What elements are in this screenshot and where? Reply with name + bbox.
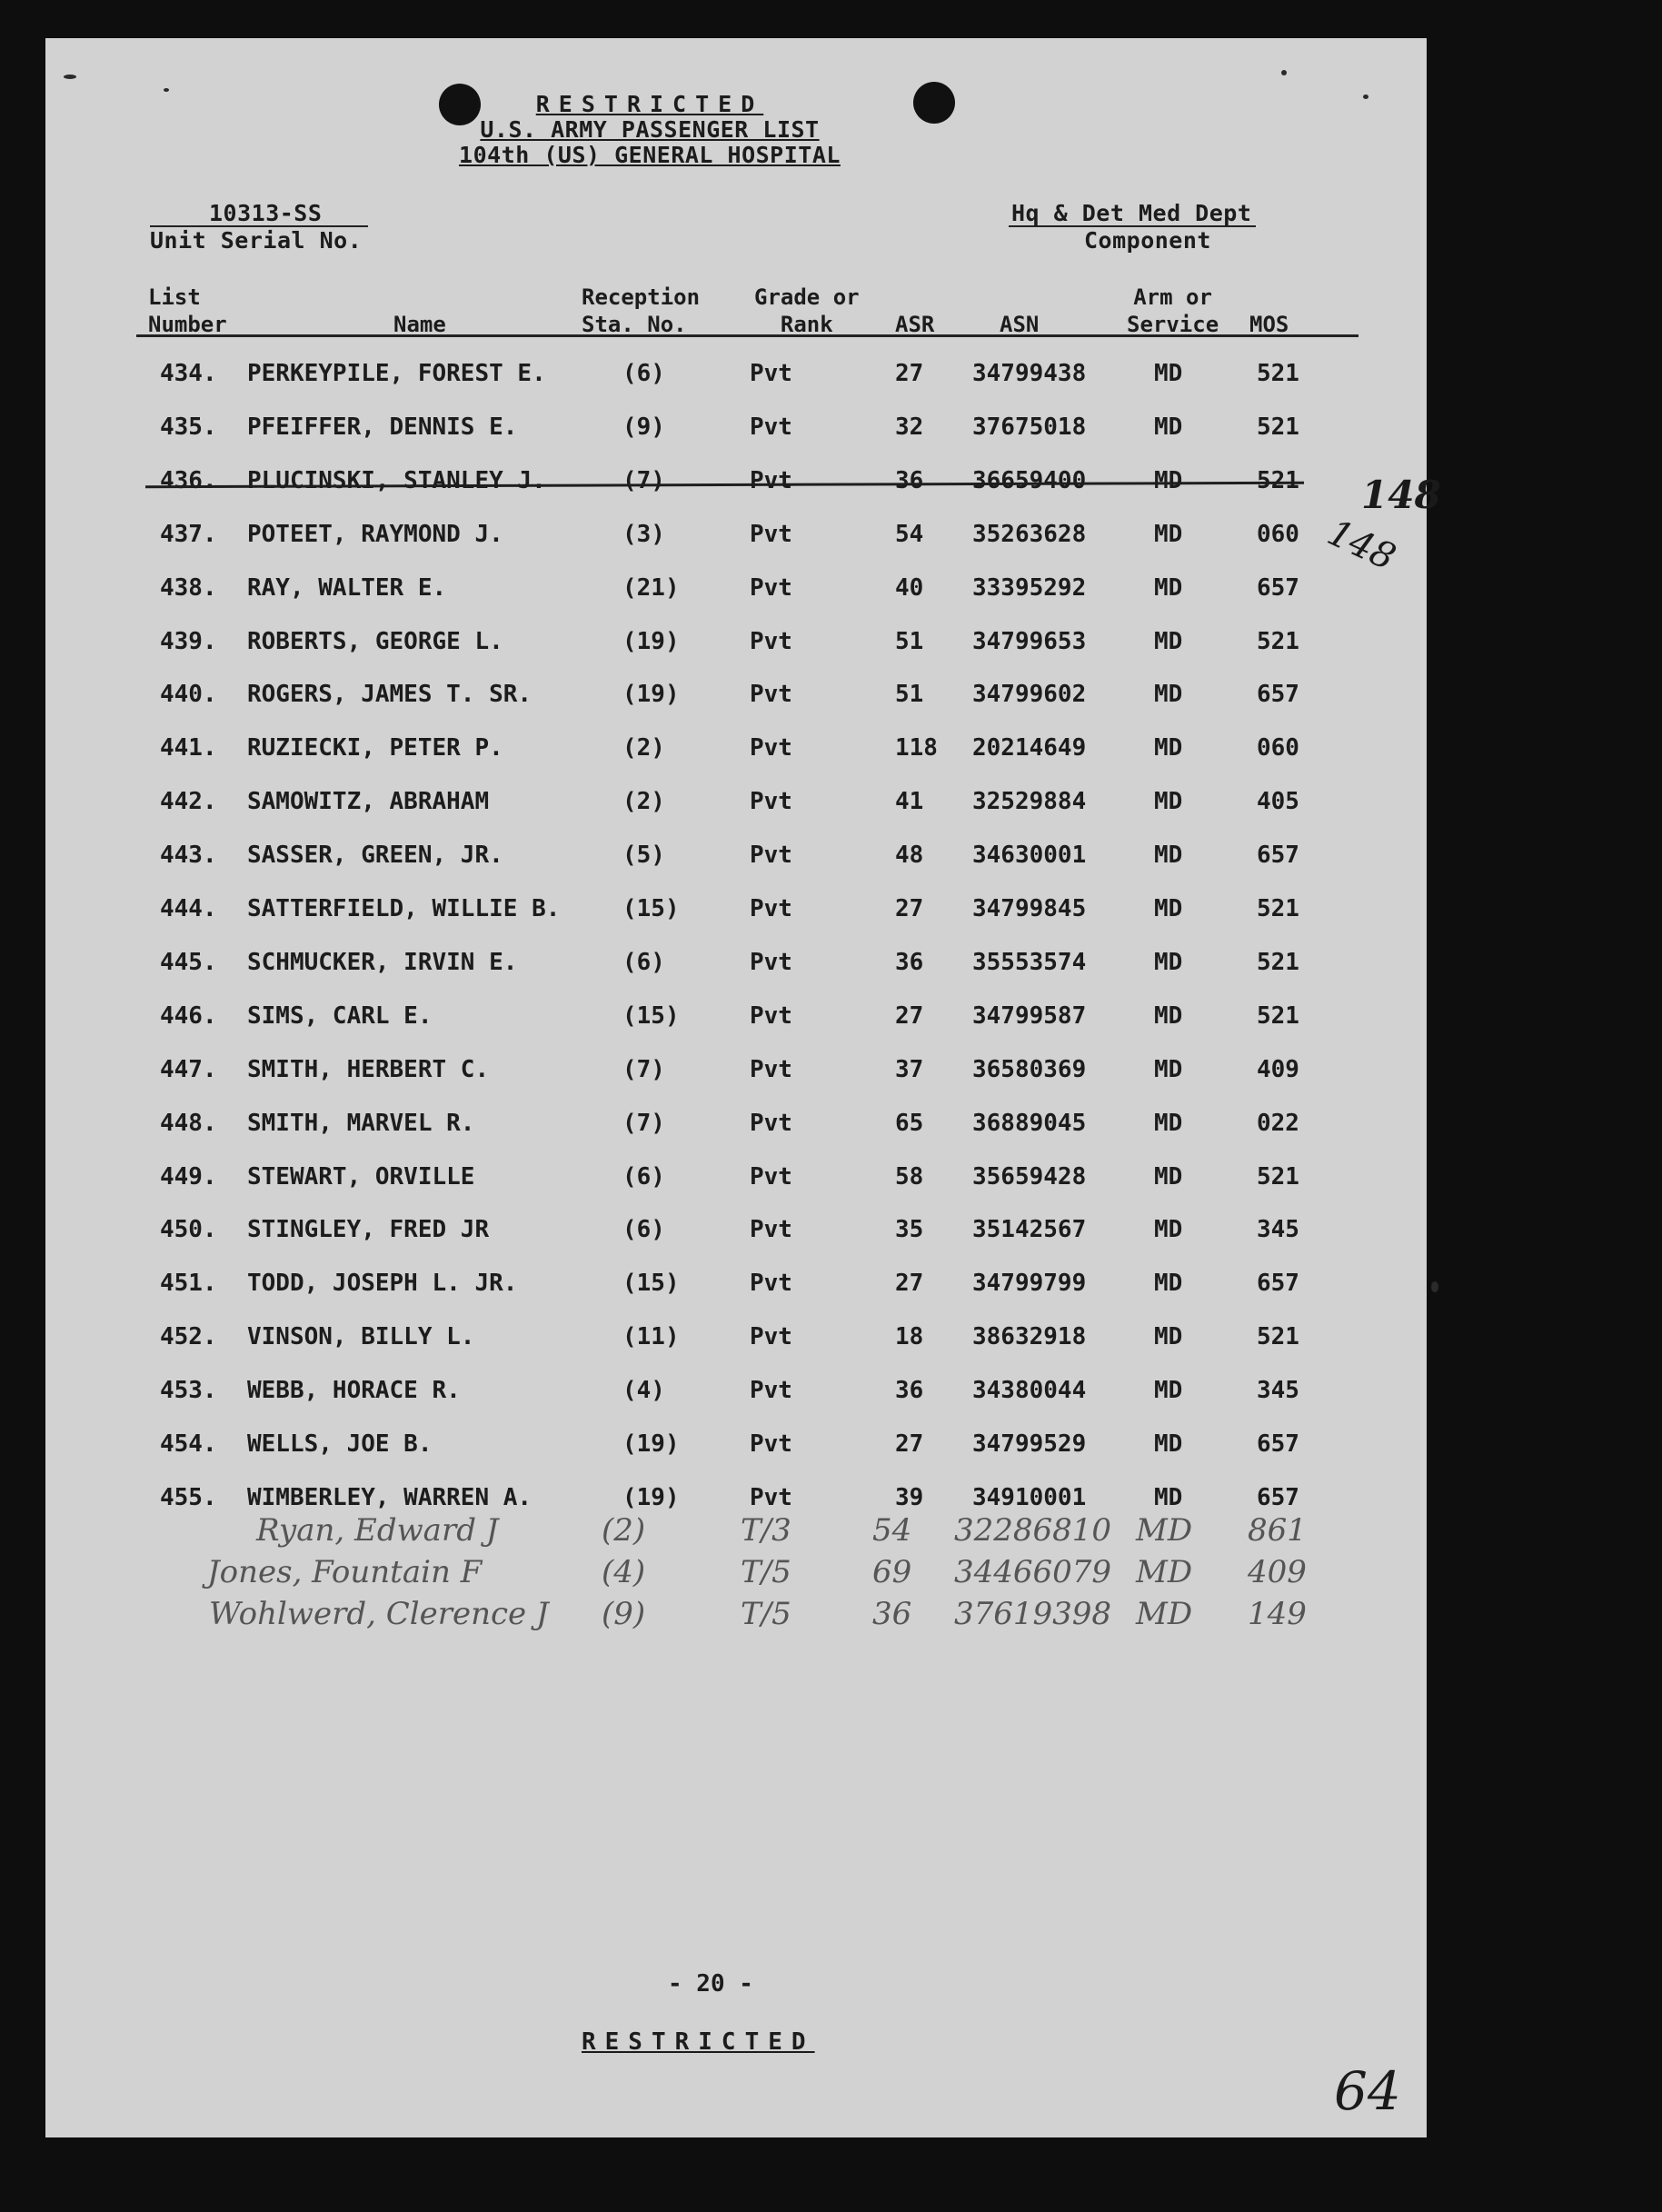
list-number: 448. (160, 1109, 217, 1137)
arm-or-service: MD (1154, 1430, 1183, 1458)
list-number: 438. (160, 573, 217, 602)
arm-or-service: MD (1154, 1270, 1183, 1298)
header-rule (136, 334, 1358, 337)
passenger-name: SMITH, MARVEL R. (247, 1109, 475, 1137)
reception-station: (6) (622, 1162, 665, 1191)
passenger-name: ROGERS, JAMES T. SR. (247, 681, 532, 709)
mos: 060 (1257, 520, 1299, 548)
mos: 861 (1248, 1512, 1307, 1549)
passenger-name: ROBERTS, GEORGE L. (247, 627, 503, 655)
unit-serial-label: Unit Serial No. (150, 227, 363, 254)
reception-station: (15) (622, 1270, 680, 1298)
asn: 35659428 (972, 1162, 1087, 1191)
passenger-name: SATTERFIELD, WILLIE B. (247, 895, 561, 922)
asn: 32286810 (954, 1512, 1112, 1549)
arm-or-service: MD (1154, 413, 1183, 441)
arm-or-service: MD (1154, 1216, 1183, 1244)
passenger-name: WIMBERLEY, WARREN A. (247, 1483, 532, 1511)
grade: Pvt (750, 520, 792, 548)
reception-station: (6) (622, 1216, 665, 1244)
margin-note-148: 148 (1361, 473, 1441, 517)
passenger-name: RAY, WALTER E. (247, 573, 447, 602)
table-row (45, 734, 1427, 771)
col-header-reception: Reception Sta. No. (582, 284, 701, 337)
list-number: 447. (160, 1055, 217, 1083)
reception-station: (15) (622, 1001, 680, 1030)
asn: 34799438 (972, 360, 1087, 387)
component-value: Hq & Det Med Dept (1011, 200, 1252, 226)
classification-top: RESTRICTED (535, 91, 764, 117)
list-number: 436. (160, 466, 217, 494)
passenger-name: RUZIECKI, PETER P. (247, 734, 503, 762)
passenger-name: VINSON, BILLY L. (247, 1323, 475, 1351)
list-number: 452. (160, 1323, 217, 1351)
grade: T/5 (741, 1596, 791, 1632)
document-title: U.S. ARMY PASSENGER LIST (480, 116, 820, 143)
grade: Pvt (750, 573, 792, 602)
arm-or-service: MD (1154, 1483, 1183, 1511)
grade: Pvt (750, 1001, 792, 1030)
asr: 69 (872, 1554, 912, 1590)
asr: 54 (895, 520, 924, 548)
list-number: 443. (160, 842, 217, 870)
asn: 34799799 (972, 1270, 1087, 1298)
mos: 657 (1257, 681, 1299, 709)
unit-name: 104th (US) GENERAL HOSPITAL (459, 142, 841, 168)
asr: 48 (895, 842, 924, 870)
handwritten-row (45, 1596, 1427, 1638)
table-row (45, 1323, 1427, 1360)
table-row (45, 521, 1427, 557)
asn: 34799845 (972, 895, 1087, 922)
grade: Pvt (750, 948, 792, 976)
table-row (45, 681, 1427, 717)
asr: 65 (895, 1109, 924, 1137)
asr: 39 (895, 1483, 924, 1511)
mos: 345 (1257, 1377, 1299, 1405)
arm-or-service: MD (1154, 627, 1183, 655)
asn: 36580369 (972, 1055, 1087, 1083)
passenger-name: Ryan, Edward J (256, 1512, 499, 1549)
reception-station: (7) (622, 1109, 665, 1137)
speck (1363, 95, 1368, 99)
mos: 521 (1257, 627, 1299, 655)
table-row (45, 467, 1427, 503)
grade: Pvt (750, 360, 792, 387)
asr: 32 (895, 413, 924, 441)
asn: 37619398 (954, 1596, 1112, 1632)
arm-or-service: MD (1154, 734, 1183, 762)
reception-station: (7) (622, 466, 665, 494)
passenger-name: Wohlwerd, Clerence J (209, 1596, 549, 1632)
asn: 34910001 (972, 1483, 1087, 1511)
table-row (45, 842, 1427, 878)
list-number: 439. (160, 627, 217, 655)
asr: 27 (895, 1270, 924, 1298)
passenger-name: WELLS, JOE B. (247, 1430, 433, 1458)
asn: 32529884 (972, 788, 1087, 816)
asr: 36 (895, 466, 924, 494)
arm-or-service: MD (1154, 842, 1183, 870)
grade: Pvt (750, 788, 792, 816)
reception-station: (19) (622, 681, 680, 709)
asn: 36659400 (972, 466, 1087, 494)
mos: 149 (1248, 1596, 1307, 1632)
reception-station: (21) (622, 573, 680, 602)
passenger-name: STINGLEY, FRED JR (247, 1216, 490, 1244)
grade: Pvt (750, 1162, 792, 1191)
reception-station: (19) (622, 1430, 680, 1458)
mos: 521 (1257, 948, 1299, 976)
passenger-name: PERKEYPILE, FOREST E. (247, 360, 546, 387)
reception-station: (4) (622, 1377, 665, 1405)
grade: Pvt (750, 627, 792, 655)
passenger-name: SAMOWITZ, ABRAHAM (247, 788, 490, 816)
list-number: 442. (160, 788, 217, 816)
mos: 521 (1257, 1001, 1299, 1030)
reception-station: (2) (622, 734, 665, 762)
handwritten-row (45, 1554, 1427, 1596)
grade: Pvt (750, 1323, 792, 1351)
table-row (45, 895, 1427, 932)
col-header-list-number: List Number (148, 284, 227, 337)
passenger-name: Jones, Fountain F (207, 1554, 483, 1590)
speck (64, 75, 76, 79)
arm-or-service: MD (1154, 1162, 1183, 1191)
list-number: 454. (160, 1430, 217, 1458)
table-row (45, 574, 1427, 611)
mos: 521 (1257, 466, 1299, 494)
passenger-name: WEBB, HORACE R. (247, 1377, 461, 1405)
list-number: 437. (160, 520, 217, 548)
margin-note-148-rotated: 148 (1320, 512, 1402, 579)
mos: 521 (1257, 413, 1299, 441)
list-number: 450. (160, 1216, 217, 1244)
asr: 54 (872, 1512, 912, 1549)
page-number: - 20 - (668, 1970, 753, 1998)
asn: 34630001 (972, 842, 1087, 870)
speck (1281, 70, 1287, 75)
col-header-grade: Grade or Rank (754, 284, 860, 337)
asr: 118 (895, 734, 938, 762)
asn: 34466079 (954, 1554, 1112, 1590)
passenger-name: POTEET, RAYMOND J. (247, 520, 503, 548)
asn: 34799653 (972, 627, 1087, 655)
asr: 18 (895, 1323, 924, 1351)
asn: 34799529 (972, 1430, 1087, 1458)
asr: 40 (895, 573, 924, 602)
asr: 27 (895, 1001, 924, 1030)
passenger-name: SASSER, GREEN, JR. (247, 842, 503, 870)
document-page (45, 38, 1441, 2137)
mos: 657 (1257, 1270, 1299, 1298)
grade: Pvt (750, 1216, 792, 1244)
grade: Pvt (750, 1055, 792, 1083)
table-row (45, 414, 1427, 450)
grade: Pvt (750, 895, 792, 922)
asn: 37675018 (972, 413, 1087, 441)
asn: 36889045 (972, 1109, 1087, 1137)
table-row (45, 1430, 1427, 1467)
table-row (45, 628, 1427, 664)
reception-station: (3) (622, 520, 665, 548)
asr: 41 (895, 788, 924, 816)
passenger-name: PLUCINSKI, STANLEY J. (247, 466, 546, 494)
reception-station: (19) (622, 627, 680, 655)
table-row (45, 1163, 1427, 1200)
asr: 51 (895, 627, 924, 655)
mos: 060 (1257, 734, 1299, 762)
grade: Pvt (750, 1430, 792, 1458)
reception-station: (2) (602, 1512, 646, 1549)
reception-station: (9) (602, 1596, 646, 1632)
asn: 20214649 (972, 734, 1087, 762)
mos: 521 (1257, 360, 1299, 387)
asr: 58 (895, 1162, 924, 1191)
table-row (45, 360, 1427, 396)
asn: 35142567 (972, 1216, 1087, 1244)
table-row (45, 1002, 1427, 1039)
arm-or-service: MD (1154, 466, 1183, 494)
list-number: 451. (160, 1270, 217, 1298)
mos: 405 (1257, 788, 1299, 816)
col-header-arm: Arm or Service (1127, 284, 1219, 337)
list-number: 453. (160, 1377, 217, 1405)
arm-or-service: MD (1154, 948, 1183, 976)
arm-or-service: MD (1154, 895, 1183, 922)
arm-or-service: MD (1154, 681, 1183, 709)
asr: 27 (895, 1430, 924, 1458)
grade: T/5 (741, 1554, 791, 1590)
grade: Pvt (750, 413, 792, 441)
grade: Pvt (750, 1270, 792, 1298)
arm-or-service: MD (1154, 520, 1183, 548)
table-row (45, 1377, 1427, 1413)
list-number: 446. (160, 1001, 217, 1030)
mos: 521 (1257, 1323, 1299, 1351)
mos: 409 (1248, 1554, 1307, 1590)
arm-or-service: MD (1154, 1109, 1183, 1137)
reception-station: (6) (622, 948, 665, 976)
list-number: 434. (160, 360, 217, 387)
asr: 36 (895, 948, 924, 976)
table-row (45, 788, 1427, 824)
list-number: 445. (160, 948, 217, 976)
reception-station: (19) (622, 1483, 680, 1511)
grade: Pvt (750, 842, 792, 870)
handwritten-row (45, 1512, 1427, 1554)
reception-station: (4) (602, 1554, 646, 1590)
list-number: 444. (160, 895, 217, 922)
asn: 34380044 (972, 1377, 1087, 1405)
passenger-name: SMITH, HERBERT C. (247, 1055, 490, 1083)
table-row (45, 949, 1427, 985)
mos: 657 (1257, 573, 1299, 602)
arm-or-service: MD (1154, 573, 1183, 602)
arm-or-service: MD (1154, 1055, 1183, 1083)
component-label: Component (1084, 227, 1211, 254)
grade: Pvt (750, 681, 792, 709)
col-header-asn: ASN (1000, 312, 1040, 337)
arm-or-service: MD (1154, 1323, 1183, 1351)
asr: 27 (895, 895, 924, 922)
mos: 345 (1257, 1216, 1299, 1244)
list-number: 440. (160, 681, 217, 709)
asr: 36 (872, 1596, 912, 1632)
grade: T/3 (741, 1512, 791, 1549)
passenger-name: SCHMUCKER, IRVIN E. (247, 948, 518, 976)
asn: 33395292 (972, 573, 1087, 602)
table-row (45, 1056, 1427, 1092)
list-number: 455. (160, 1483, 217, 1511)
reception-station: (6) (622, 360, 665, 387)
grade: Pvt (750, 1483, 792, 1511)
list-number: 435. (160, 413, 217, 441)
grade: Pvt (750, 1109, 792, 1137)
classification-bottom: RESTRICTED (582, 2028, 815, 2056)
reception-station: (7) (622, 1055, 665, 1083)
arm-or-service: MD (1136, 1554, 1193, 1590)
arm-or-service: MD (1154, 360, 1183, 387)
asr: 36 (895, 1377, 924, 1405)
mos: 521 (1257, 895, 1299, 922)
mos: 657 (1257, 842, 1299, 870)
arm-or-service: MD (1136, 1596, 1193, 1632)
table-row (45, 1270, 1427, 1306)
grade: Pvt (750, 734, 792, 762)
col-header-mos: MOS (1249, 312, 1289, 337)
mos: 409 (1257, 1055, 1299, 1083)
asn: 38632918 (972, 1323, 1087, 1351)
arm-or-service: MD (1154, 788, 1183, 816)
mos: 657 (1257, 1483, 1299, 1511)
grade: Pvt (750, 1377, 792, 1405)
asr: 35 (895, 1216, 924, 1244)
asn: 35263628 (972, 520, 1087, 548)
mos: 022 (1257, 1109, 1299, 1137)
reception-station: (11) (622, 1323, 680, 1351)
reception-station: (2) (622, 788, 665, 816)
reception-station: (5) (622, 842, 665, 870)
reception-station: (15) (622, 895, 680, 922)
asr: 51 (895, 681, 924, 709)
passenger-name: STEWART, ORVILLE (247, 1162, 475, 1191)
reception-station: (9) (622, 413, 665, 441)
mos: 657 (1257, 1430, 1299, 1458)
mos: 521 (1257, 1162, 1299, 1191)
passenger-name: PFEIFFER, DENNIS E. (247, 413, 518, 441)
list-number: 441. (160, 734, 217, 762)
table-row (45, 1110, 1427, 1146)
col-header-name: Name (393, 312, 446, 337)
speck (1431, 1281, 1438, 1292)
list-number: 449. (160, 1162, 217, 1191)
arm-or-service: MD (1154, 1377, 1183, 1405)
asn: 35553574 (972, 948, 1087, 976)
passenger-name: TODD, JOSEPH L. JR. (247, 1270, 518, 1298)
arm-or-service: MD (1154, 1001, 1183, 1030)
col-header-asr: ASR (895, 312, 935, 337)
passenger-name: SIMS, CARL E. (247, 1001, 433, 1030)
asr: 27 (895, 360, 924, 387)
table-row (45, 1216, 1427, 1252)
asn: 34799587 (972, 1001, 1087, 1030)
archive-number: 64 (1334, 2060, 1401, 2122)
unit-serial-value: 10313-SS (209, 200, 323, 226)
asn: 34799602 (972, 681, 1087, 709)
grade: Pvt (750, 466, 792, 494)
asr: 37 (895, 1055, 924, 1083)
arm-or-service: MD (1136, 1512, 1193, 1549)
